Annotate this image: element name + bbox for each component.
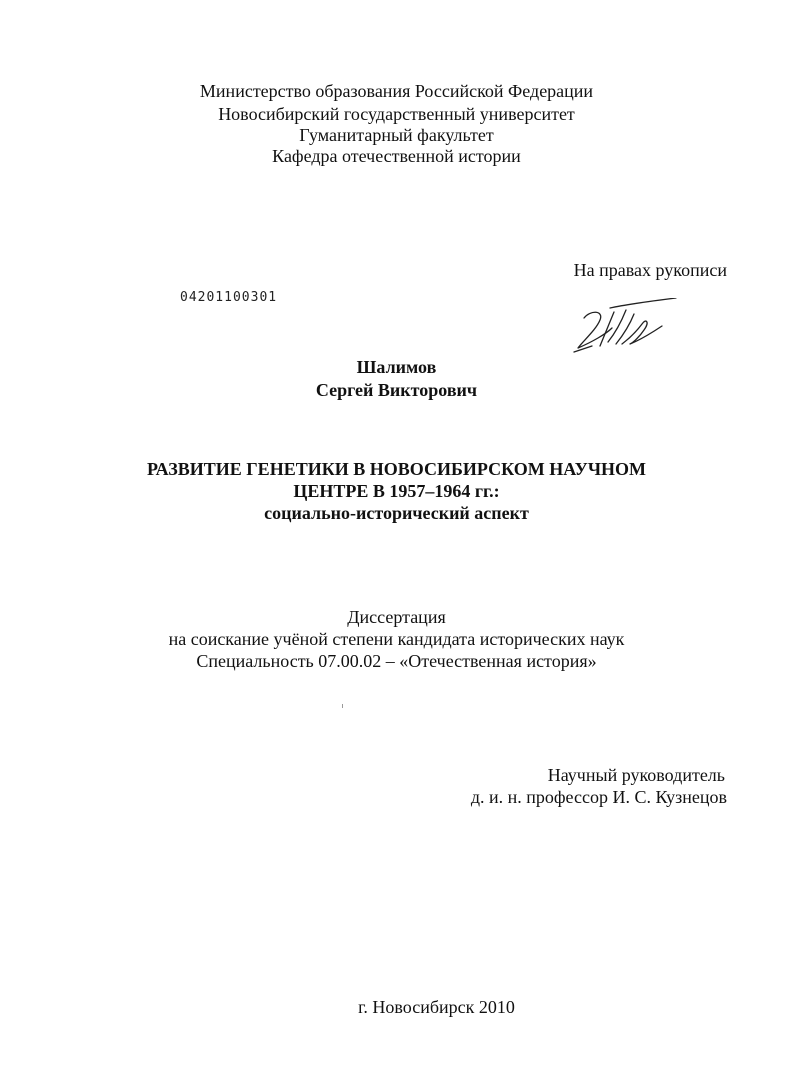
author-last-name: Шалимов bbox=[356, 357, 437, 377]
department-line: Кафедра отечественной истории bbox=[272, 146, 521, 166]
scan-mark bbox=[342, 704, 343, 708]
signature-image bbox=[570, 298, 685, 360]
title-subtitle: социально-исторический аспект bbox=[264, 503, 529, 523]
supervisor-name: д. и. н. профессор И. С. Кузнецов bbox=[470, 787, 727, 807]
supervisor-label: Научный руководитель bbox=[547, 765, 725, 785]
work-specialty: Специальность 07.00.02 – «Отечественная история» bbox=[196, 651, 597, 671]
rights-notice: На правах рукописи bbox=[573, 260, 727, 280]
title-line-2: ЦЕНТРЕ В 1957–1964 гг.: bbox=[293, 481, 500, 501]
university-line: Новосибирский государственный университет bbox=[218, 104, 575, 124]
work-type: Диссертация bbox=[347, 607, 446, 627]
city-year: г. Новосибирск 2010 bbox=[358, 997, 515, 1017]
work-degree: на соискание учёной степени кандидата исторических наук bbox=[168, 629, 625, 649]
author-first-patronymic: Сергей Викторович bbox=[315, 380, 478, 400]
catalog-code: 04201100301 bbox=[180, 290, 278, 305]
title-line-1: РАЗВИТИЕ ГЕНЕТИКИ В НОВОСИБИРСКОМ НАУЧНОМ bbox=[146, 459, 647, 479]
ministry-line: Министерство образования Российской Федерации bbox=[199, 81, 594, 101]
faculty-line: Гуманитарный факультет bbox=[299, 125, 494, 145]
